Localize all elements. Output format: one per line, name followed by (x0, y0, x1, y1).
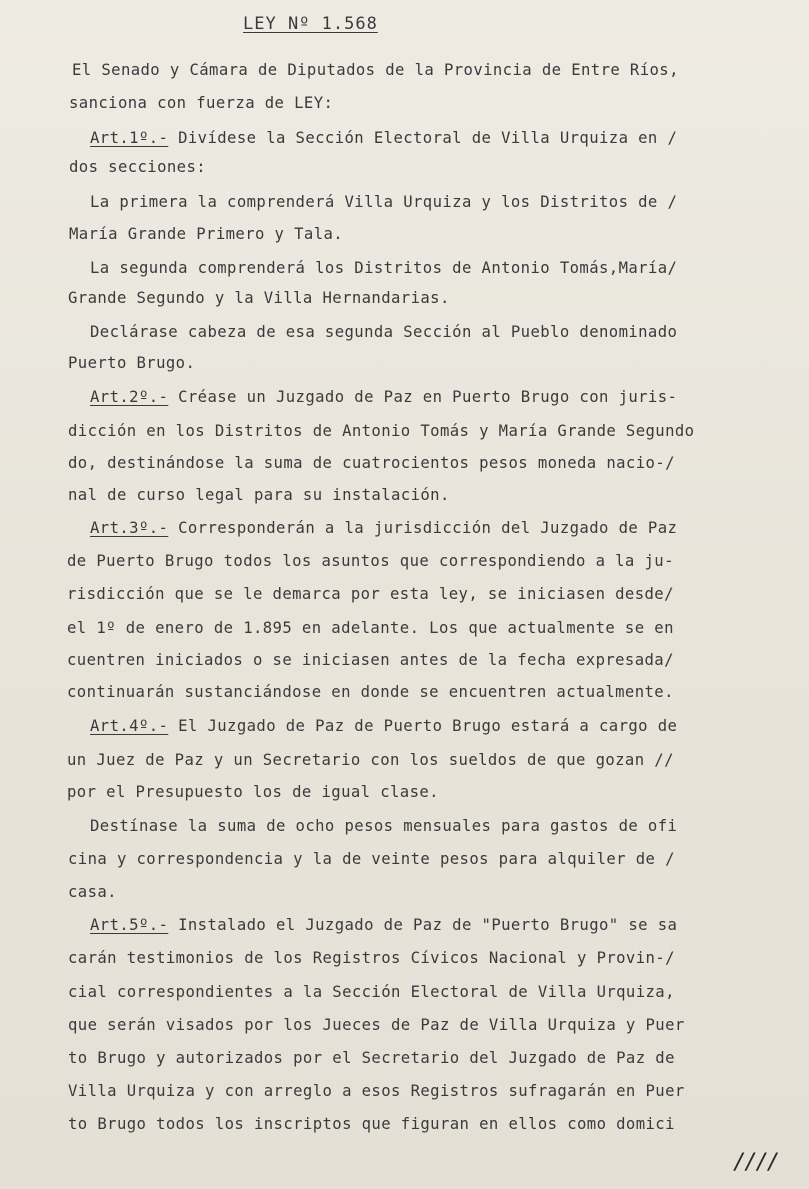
article-line (90, 518, 677, 538)
line-text: to Brugo todos los inscriptos que figuran en ellos como domici (68, 1115, 675, 1133)
text-line (68, 948, 675, 968)
text-line (68, 1015, 685, 1035)
article-number: Art.1º.- (90, 129, 169, 147)
text-line (68, 288, 450, 308)
text-line (90, 322, 677, 342)
line-text: un Juez de Paz y un Secretario con los sueldos de que gozan // (67, 751, 674, 769)
line-text: cina y correspondencia y la de veinte pesos para alquiler de / (68, 850, 675, 868)
line-text: La primera la comprenderá Villa Urquiza y los Distritos de / (90, 193, 678, 211)
article-number: Art.5º.- (90, 916, 169, 934)
line-text: La segunda comprenderá los Distritos de Antonio Tomás,María/ (90, 259, 678, 277)
article-line (90, 128, 677, 148)
text-line (68, 485, 450, 505)
line-text: Villa Urquiza y con arreglo a esos Registros sufragarán en Puer (68, 1082, 685, 1100)
article-number: Art.3º.- (90, 519, 169, 537)
line-text: continuarán sustanciándose en donde se encuentren actualmente. (67, 683, 674, 701)
text-line (68, 1048, 675, 1068)
line-text: Destínase la suma de ocho pesos mensuales para gastos de ofi (90, 817, 678, 835)
line-text: cial correspondientes a la Sección Electoral de Villa Urquiza, (68, 983, 675, 1001)
line-text: el 1º de enero de 1.895 en adelante. Los que actualmente se en (67, 619, 674, 637)
text-line (69, 224, 343, 244)
text-line (67, 650, 674, 670)
article-line (90, 387, 677, 407)
text-line (68, 353, 195, 373)
text-line (67, 750, 674, 770)
line-text: carán testimonios de los Registros Cívicos Nacional y Provin-/ (68, 949, 675, 967)
line-text: casa. (68, 883, 117, 901)
line-text: risdicción que se le demarca por esta ley, se iniciasen desde/ (67, 585, 674, 603)
article-number: Art.2º.- (90, 388, 169, 406)
text-line (67, 618, 674, 638)
line-text: do, destinándose la suma de cuatrocientos pesos moneda nacio-/ (68, 454, 675, 472)
text-line (68, 849, 675, 869)
page-mark: //// (733, 1150, 778, 1175)
line-text: Divídese la Sección Electoral de Villa Urquiza en / (168, 129, 678, 147)
text-line (69, 93, 333, 113)
line-text: sanciona con fuerza de LEY: (69, 94, 334, 112)
text-line (68, 1081, 685, 1101)
text-line (67, 584, 674, 604)
line-text: Grande Segundo y la Villa Hernandarias. (68, 289, 450, 307)
text-line (68, 421, 694, 441)
text-line (90, 816, 677, 836)
text-line (68, 882, 117, 902)
line-text: cuentren iniciados o se iniciasen antes de la fecha expresada/ (67, 651, 674, 669)
line-text: Declárase cabeza de esa segunda Sección al Pueblo denominado (90, 323, 678, 341)
line-text: que serán visados por los Jueces de Paz de Villa Urquiza y Puer (68, 1016, 685, 1034)
line-text: por el Presupuesto los de igual clase. (67, 783, 439, 801)
line-text: de Puerto Brugo todos los asuntos que correspondiendo a la ju- (67, 552, 674, 570)
text-line (90, 258, 677, 278)
text-line (67, 782, 439, 802)
line-text: to Brugo y autorizados por el Secretario del Juzgado de Paz de (68, 1049, 675, 1067)
text-line (90, 192, 677, 212)
line-text: El Juzgado de Paz de Puerto Brugo estará a cargo de (168, 717, 678, 735)
article-number: Art.4º.- (90, 717, 169, 735)
line-text: María Grande Primero y Tala. (69, 225, 344, 243)
line-text: Puerto Brugo. (68, 354, 196, 372)
line-text: dos secciones: (69, 158, 207, 176)
line-text: El Senado y Cámara de Diputados de la Provincia de Entre Ríos, (72, 61, 679, 79)
article-line (90, 915, 677, 935)
line-text: nal de curso legal para su instalación. (68, 486, 450, 504)
text-line (68, 1114, 675, 1134)
article-line (90, 716, 677, 736)
line-text: Corresponderán a la jurisdicción del Juzgado de Paz (168, 519, 678, 537)
text-line (72, 60, 679, 80)
text-line (68, 453, 675, 473)
line-text: dicción en los Distritos de Antonio Tomás y María Grande Segundo (68, 422, 695, 440)
text-line (67, 551, 674, 571)
line-text: Créase un Juzgado de Paz en Puerto Brugo con juris- (168, 388, 678, 406)
line-text: Instalado el Juzgado de Paz de "Puerto Brugo" se sa (168, 916, 678, 934)
text-line (69, 157, 206, 177)
text-line (67, 682, 674, 702)
law-title: LEY Nº 1.568 (243, 14, 378, 34)
text-line (68, 982, 675, 1002)
